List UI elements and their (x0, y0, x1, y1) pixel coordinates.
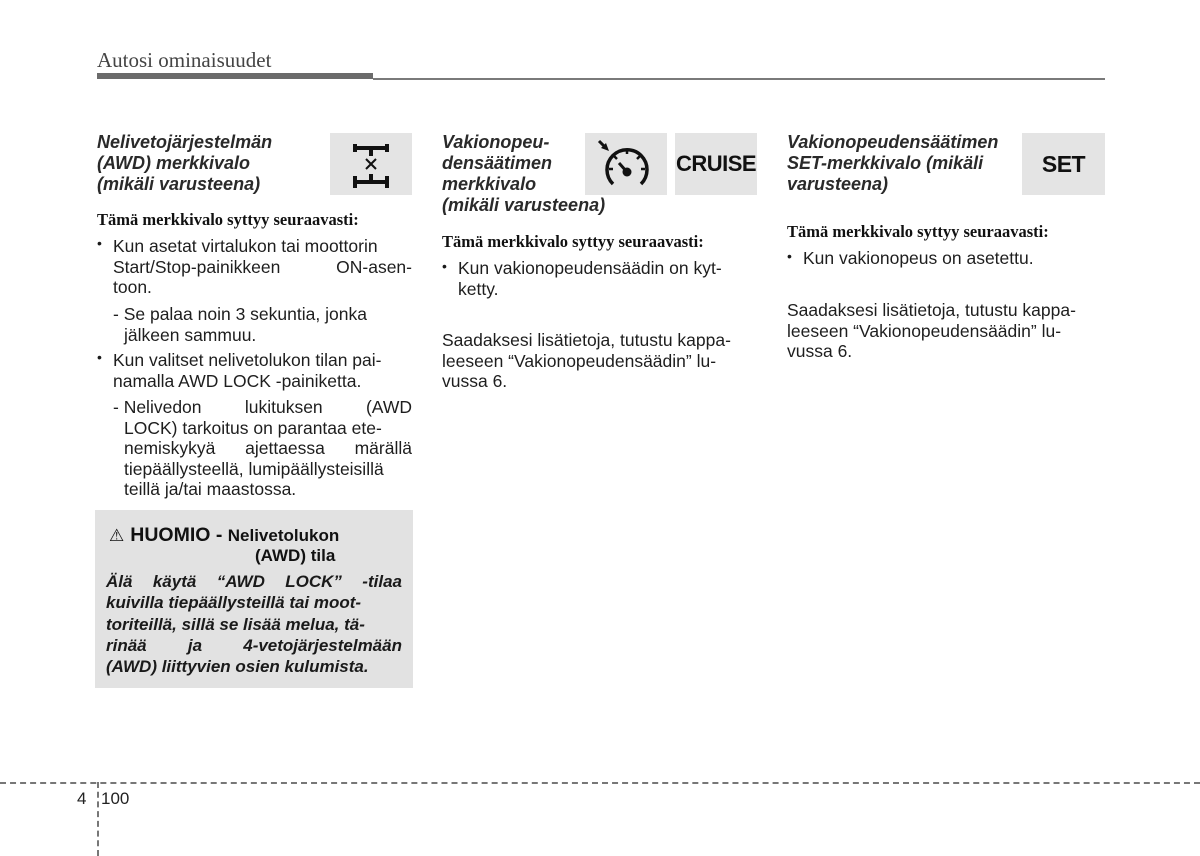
awd-indicator-box (330, 133, 412, 195)
set-title-line: Vakionopeudensäätimen (787, 132, 999, 152)
line (113, 479, 412, 500)
text: toriteillä, sillä se lisää melua, tä- (106, 614, 365, 634)
text: ja (187, 635, 203, 655)
cruise-speedometer-icon (596, 138, 656, 190)
caution-body (106, 571, 402, 677)
text: teillä ja/tai maastossa. (124, 479, 297, 499)
line (113, 438, 412, 459)
line (113, 304, 412, 325)
line (113, 257, 412, 278)
text: (AWD (365, 397, 412, 417)
set-section-title (787, 132, 998, 195)
line (106, 656, 402, 677)
line (458, 258, 757, 279)
text: Kun vakionopeudensäädin on kyt- (458, 258, 722, 278)
set-title-line: SET-merkkivalo (mikäli (787, 153, 984, 173)
bullet-dot: • (97, 235, 102, 251)
text: toon. (113, 277, 152, 297)
line (113, 350, 412, 371)
header-rule-thick (97, 73, 373, 79)
set-bullet-1 (803, 248, 1103, 269)
line: leeseen “Vakionopeudensäädin” lu- (787, 320, 1062, 341)
chapter-number: 4 (77, 789, 87, 808)
text: namalla AWD LOCK -painiketta. (113, 370, 362, 391)
text: Kun valitset nelivetolukon tilan pai- (113, 350, 382, 370)
cruise-title-line: densäätimen (442, 153, 553, 173)
cruise-intro-text: Tämä merkkivalo syttyy seuraavasti: (442, 232, 704, 251)
text: -tilaa (362, 572, 402, 591)
line (106, 571, 402, 592)
caution-heading (109, 524, 339, 547)
awd-title-line: Nelivetojärjestelmän (97, 132, 273, 152)
caution-heading-sub: Nelivetolukon (227, 526, 340, 545)
cruise-title-line: (mikäli varusteena) (442, 195, 606, 215)
line: Saadaksesi lisätietoja, tutustu kappa- (442, 330, 731, 350)
set-title-line: varusteena) (787, 174, 889, 194)
line: Kun vakionopeus on asetettu. (803, 248, 1034, 268)
text: Kun asetat virtalukon tai moottorin (113, 236, 378, 256)
text: “AWD (216, 572, 265, 591)
set-paragraph (787, 300, 1105, 362)
caution-heading-label: HUOMIO - (130, 524, 223, 546)
line (113, 459, 412, 480)
text: LOCK) tarkoitus on parantaa ete- (124, 417, 382, 438)
awd-bullet-1 (113, 236, 412, 298)
line (458, 279, 757, 300)
awd-title-line: (AWD) merkkivalo (97, 153, 251, 173)
text: rinää (106, 635, 147, 655)
line (106, 592, 402, 613)
set-intro-text: Tämä merkkivalo syttyy seuraavasti: (787, 222, 1049, 241)
line: vussa 6. (787, 341, 853, 361)
footer-dashed-divider (97, 782, 99, 856)
caution-box (95, 510, 413, 688)
page-header-title: Autosi ominaisuudet (97, 48, 272, 72)
line (113, 397, 412, 418)
cruise-paragraph (442, 330, 758, 392)
awd-bullet-2 (113, 350, 412, 391)
text: (AWD) liittyvien osien kulumista. (106, 657, 369, 677)
text: ajettaessa (245, 438, 325, 458)
line: Saadaksesi lisätietoja, tutustu kappa- (787, 300, 1076, 320)
text: ketty. (458, 278, 499, 299)
awd-title-line: (mikäli varusteena) (97, 174, 261, 194)
line (106, 635, 402, 656)
text: jälkeen sammuu. (124, 324, 257, 345)
awd-4wd-lock-icon (351, 138, 391, 190)
awd-sub-2 (113, 397, 412, 500)
footer-dashed-rule (0, 782, 1200, 784)
set-label-box (1022, 133, 1105, 195)
cruise-title-line: merkkivalo (442, 174, 537, 194)
line (113, 277, 412, 298)
text: ON-asen- (336, 256, 412, 277)
bullet-dot: • (442, 258, 447, 274)
text: - Se palaa noin 3 sekuntia, jonka (113, 304, 367, 324)
caution-heading-line2: (AWD) tila (255, 546, 336, 565)
cruise-section-title (442, 132, 605, 216)
header-rule-thin (373, 78, 1105, 80)
warning-triangle-icon: ⚠ (109, 526, 125, 545)
line (113, 371, 412, 392)
text: kuivilla tiepäällysteillä tai moot- (106, 593, 362, 613)
awd-intro-text: Tämä merkkivalo syttyy seuraavasti: (97, 210, 359, 229)
awd-section-title (97, 132, 272, 195)
cruise-label-box (675, 133, 757, 195)
text: 4-vetojärjestelmään (243, 635, 402, 655)
line (113, 236, 412, 257)
line (106, 614, 402, 635)
line (113, 418, 412, 439)
cruise-indicator-box (585, 133, 667, 195)
text: - Nelivedon (113, 397, 202, 417)
page-number: 100 (101, 789, 130, 808)
line: vussa 6. (442, 371, 508, 391)
text: LOCK” (285, 572, 342, 591)
text: tiepäällysteellä, lumipäällysteisillä (124, 458, 384, 479)
text: käytä (152, 572, 197, 591)
line: leeseen “Vakionopeudensäädin” lu- (442, 350, 717, 371)
text: märällä (354, 438, 412, 458)
awd-sub-1 (113, 304, 412, 345)
text: lukituksen (244, 397, 323, 417)
line (113, 325, 412, 346)
text: Start/Stop-painikkeen (113, 256, 281, 277)
text: nemiskykyä (124, 438, 216, 458)
cruise-label: CRUISE (675, 151, 757, 176)
cruise-title-line: Vakionopeu- (442, 132, 550, 152)
bullet-dot: • (787, 248, 792, 264)
set-label: SET (1041, 150, 1086, 177)
text: Älä (106, 572, 133, 591)
cruise-bullet-1 (458, 258, 757, 299)
bullet-dot: • (97, 349, 102, 365)
